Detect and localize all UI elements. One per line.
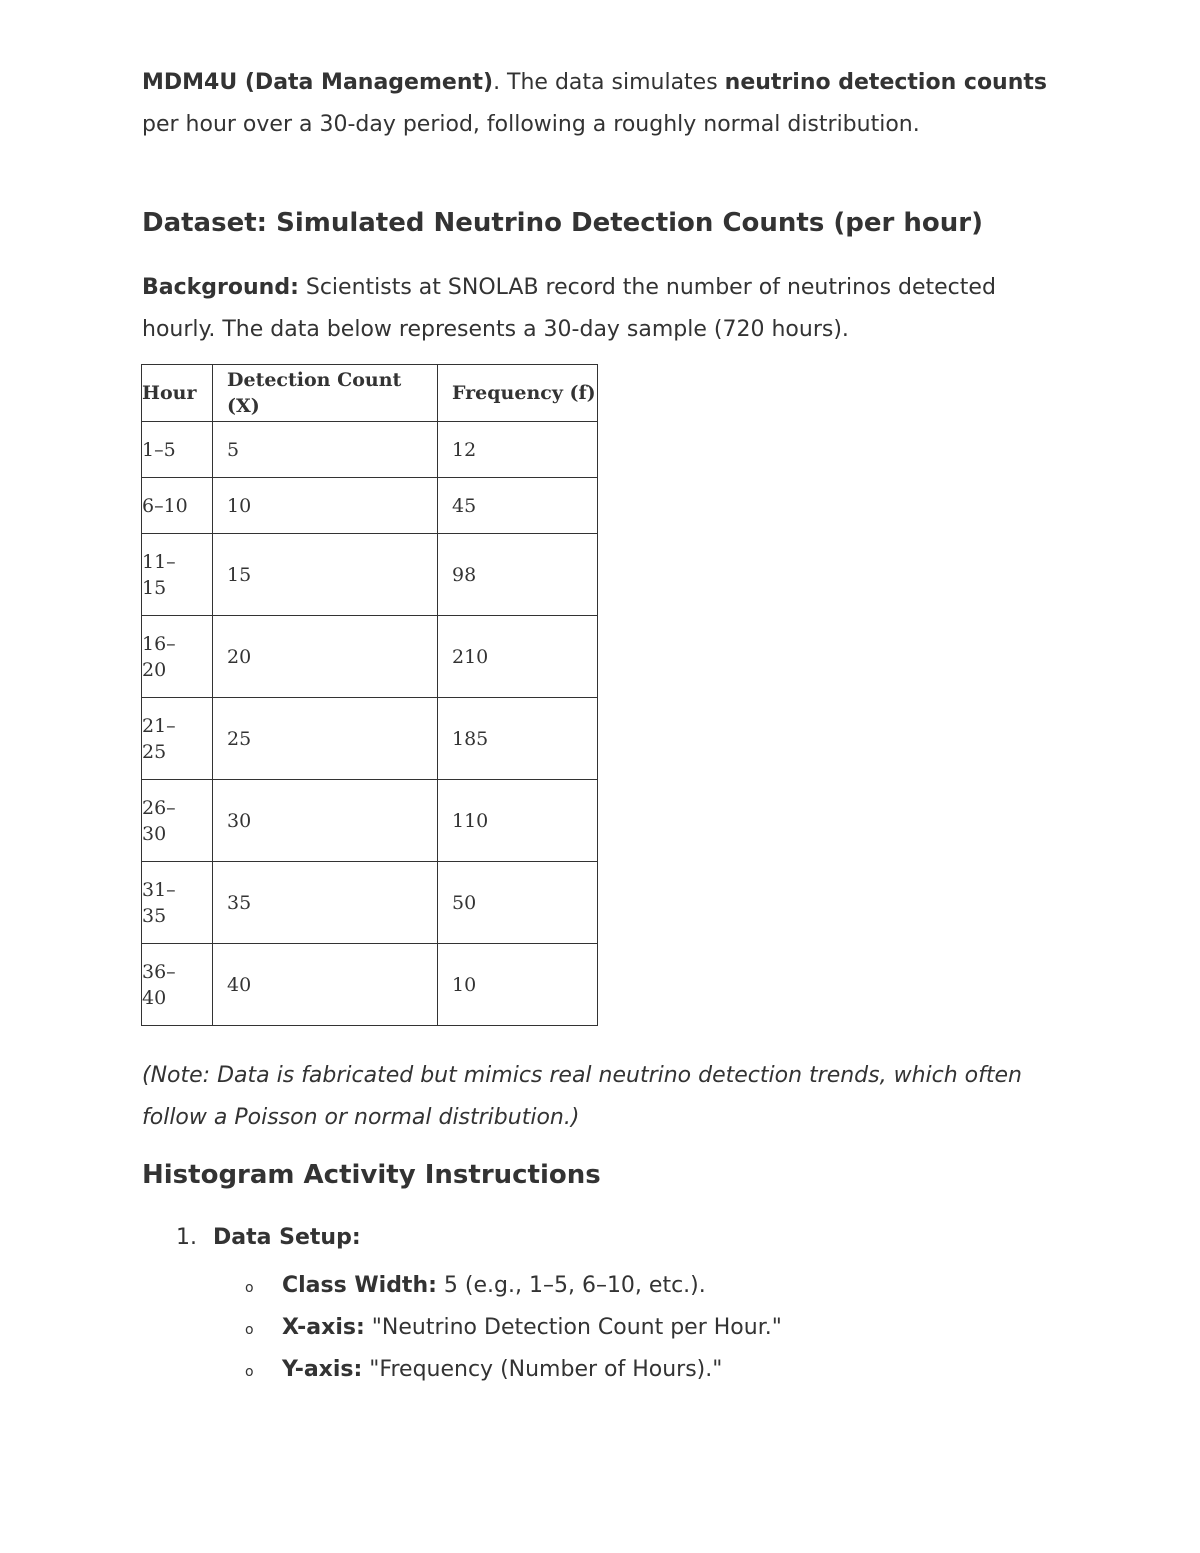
cell-hour: 36– 40	[142, 944, 213, 1026]
list-item	[282, 1307, 782, 1349]
intro-text-2: per hour over a 30-day period, following a roughly normal distribution.	[142, 112, 920, 137]
cell-count: 20	[213, 616, 438, 698]
background-label: Background:	[142, 275, 299, 300]
bullet-icon: o	[245, 1364, 254, 1380]
table-row	[142, 616, 598, 698]
list-item	[282, 1265, 706, 1307]
cell-frequency: 50	[438, 862, 598, 944]
cell-frequency: 10	[438, 944, 598, 1026]
cell-count: 10	[213, 478, 438, 534]
cell-hour: 16– 20	[142, 616, 213, 698]
sub-item-text: "Neutrino Detection Count per Hour."	[364, 1315, 782, 1340]
list-number: 1.	[176, 1225, 197, 1250]
header-detection-count: Detection Count (X)	[213, 365, 438, 422]
cell-count: 35	[213, 862, 438, 944]
table-row	[142, 780, 598, 862]
cell-frequency: 12	[438, 422, 598, 478]
list-item	[282, 1349, 722, 1391]
data-table	[141, 364, 598, 1026]
course-name: MDM4U (Data Management)	[142, 70, 494, 95]
cell-count: 15	[213, 534, 438, 616]
instructions-heading: Histogram Activity Instructions	[142, 1160, 601, 1190]
sub-item-label: Class Width:	[282, 1273, 437, 1298]
background-text: Scientists at SNOLAB record the number of neutrinos detected hourly. The data below represents a 30-day sample (720 hours).	[142, 275, 996, 342]
cell-hour: 1–5	[142, 422, 213, 478]
cell-hour: 11– 15	[142, 534, 213, 616]
cell-frequency: 185	[438, 698, 598, 780]
cell-frequency: 45	[438, 478, 598, 534]
note-paragraph: (Note: Data is fabricated but mimics real neutrino detection trends, which often follow a Poisson or normal distribution.)	[142, 1063, 1022, 1130]
cell-hour: 21– 25	[142, 698, 213, 780]
intro-paragraph	[142, 62, 1072, 146]
cell-hour: 31– 35	[142, 862, 213, 944]
cell-frequency: 210	[438, 616, 598, 698]
intro-text-1: . The data simulates	[493, 70, 725, 95]
header-hour: Hour	[142, 365, 213, 422]
cell-hour: 6–10	[142, 478, 213, 534]
cell-count: 25	[213, 698, 438, 780]
cell-count: 30	[213, 780, 438, 862]
cell-frequency: 110	[438, 780, 598, 862]
table-row	[142, 422, 598, 478]
list-item-label: Data Setup:	[213, 1225, 361, 1250]
cell-count: 40	[213, 944, 438, 1026]
sub-item-text: 5 (e.g., 1–5, 6–10, etc.).	[436, 1273, 706, 1298]
table-header-row	[142, 365, 598, 422]
table-row	[142, 534, 598, 616]
table-row	[142, 478, 598, 534]
table-row	[142, 698, 598, 780]
cell-count: 5	[213, 422, 438, 478]
table-row	[142, 944, 598, 1026]
bullet-icon: o	[245, 1280, 254, 1296]
sub-item-label: Y-axis:	[282, 1357, 363, 1382]
intro-emphasis: neutrino detection counts	[724, 70, 1047, 95]
cell-frequency: 98	[438, 534, 598, 616]
table-row	[142, 862, 598, 944]
cell-hour: 26– 30	[142, 780, 213, 862]
header-frequency: Frequency (f)	[438, 365, 598, 422]
bullet-icon: o	[245, 1322, 254, 1338]
sub-item-text: "Frequency (Number of Hours)."	[362, 1357, 723, 1382]
dataset-heading: Dataset: Simulated Neutrino Detection Counts (per hour)	[142, 208, 983, 238]
sub-item-label: X-axis:	[282, 1315, 365, 1340]
background-paragraph	[142, 267, 1072, 351]
